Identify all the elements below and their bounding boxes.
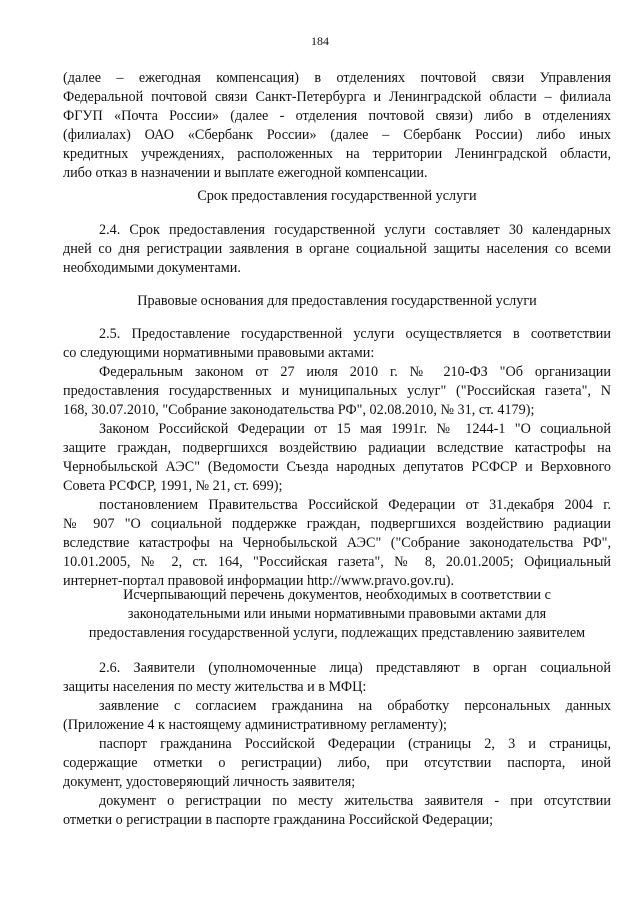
text-line: интернет-портал правовой информации http://www.pravo.gov.ru). bbox=[63, 573, 455, 589]
paragraph-2-5 bbox=[63, 325, 611, 591]
page-number: 184 bbox=[311, 34, 329, 48]
text-line: (филиалах) ОАО «Сбербанк России» (далее – Сбербанк России) либо иных bbox=[63, 127, 611, 143]
text-line: Чернобыльской АЭС" (Ведомости Съезда народных депутатов РСФСР и Верховного bbox=[63, 459, 611, 475]
text-line: вследствие катастрофы на Чернобыльской АЭС" ("Собрание законодательства РФ", bbox=[63, 535, 611, 551]
heading-line: Исчерпывающий перечень документов, необходимых в соответствии с bbox=[123, 587, 551, 603]
text-line: защите граждан, подвергшихся воздействию радиации вследствие катастрофы на bbox=[63, 440, 611, 456]
text-line: 2.6. Заявители (уполномоченные лица) представляют в орган социальной bbox=[99, 660, 611, 676]
text-line: документ, удостоверяющий личность заявителя; bbox=[63, 774, 356, 790]
text-line: Совета РСФСР, 1991, № 21, ст. 699); bbox=[63, 478, 283, 494]
text-line: 10.01.2005, № 2, ст. 164, "Российская газета", № 8, 20.01.2005; Официальный bbox=[63, 554, 611, 570]
text-line: заявление с согласием гражданина на обработку персональных данных bbox=[99, 698, 611, 714]
text-line: Законом Российской Федерации от 15 мая 1991г. № 1244-1 "О социальной bbox=[99, 421, 611, 437]
text-line: содержащие отметки о регистрации) либо, при отсутствии паспорта, иной bbox=[63, 755, 611, 771]
text-line: 2.5. Предоставление государственной услуги осуществляется в соответствии bbox=[99, 326, 611, 342]
text-line: необходимыми документами. bbox=[63, 260, 241, 276]
text-line: Федеральной почтовой связи Санкт-Петербурга и Ленинградской области – филиала bbox=[63, 89, 611, 105]
intro-paragraph bbox=[63, 69, 611, 183]
text-line: предоставления государственных и муниципальных услуг" ("Российская газета", N bbox=[63, 383, 611, 399]
paragraph-2-6 bbox=[63, 659, 611, 830]
heading-line: законодательными или иными нормативными правовыми актами для bbox=[127, 606, 547, 622]
text-line: постановлением Правительства Российской Федерации от 31.декабря 2004 г. bbox=[99, 497, 611, 513]
section-heading-legal: Правовые основания для предоставления государственной услуги bbox=[137, 293, 537, 309]
text-line: 2.4. Срок предоставления государственной услуги составляет 30 календарных bbox=[99, 222, 611, 238]
text-line: отметки о регистрации в паспорте гражданина Российской Федерации; bbox=[63, 812, 494, 828]
text-line: дней со дня регистрации заявления в органе социальной защиты населения со всеми bbox=[63, 241, 611, 257]
section-heading-documents bbox=[63, 586, 611, 643]
text-line: документ о регистрации по месту жительства заявителя - при отсутствии bbox=[99, 793, 611, 809]
section-heading-term: Срок предоставления государственной услуги bbox=[197, 188, 477, 204]
text-line: либо отказ в назначении и выплате ежегодной компенсации. bbox=[63, 165, 428, 181]
text-line: 168, 30.07.2010, "Собрание законодательства РФ", 02.08.2010, № 31, ст. 4179); bbox=[63, 402, 535, 418]
paragraph-2-4 bbox=[63, 221, 611, 278]
text-line: ФГУП «Почта России» (далее - отделения почтовой связи) либо в отделениях bbox=[63, 108, 611, 124]
text-line: кредитных учреждениях, расположенных на территории Ленинградской области, bbox=[63, 146, 611, 162]
text-line: паспорт гражданина Российской Федерации (страницы 2, 3 и страницы, bbox=[99, 736, 611, 752]
text-line: со следующими нормативными правовыми актами: bbox=[63, 345, 375, 361]
text-line: (далее – ежегодная компенсация) в отделениях почтовой связи Управления bbox=[63, 70, 611, 86]
text-line: защиты населения по месту жительства и в МФЦ: bbox=[63, 679, 367, 695]
text-line: (Приложение 4 к настоящему административному регламенту); bbox=[63, 717, 447, 733]
text-line: Федеральным законом от 27 июля 2010 г. № 210-ФЗ "Об организации bbox=[99, 364, 611, 380]
text-line: № 907 "О социальной поддержке граждан, подвергшихся воздействию радиации bbox=[63, 516, 611, 532]
heading-line: предоставления государственной услуги, подлежащих представлению заявителем bbox=[88, 625, 586, 641]
